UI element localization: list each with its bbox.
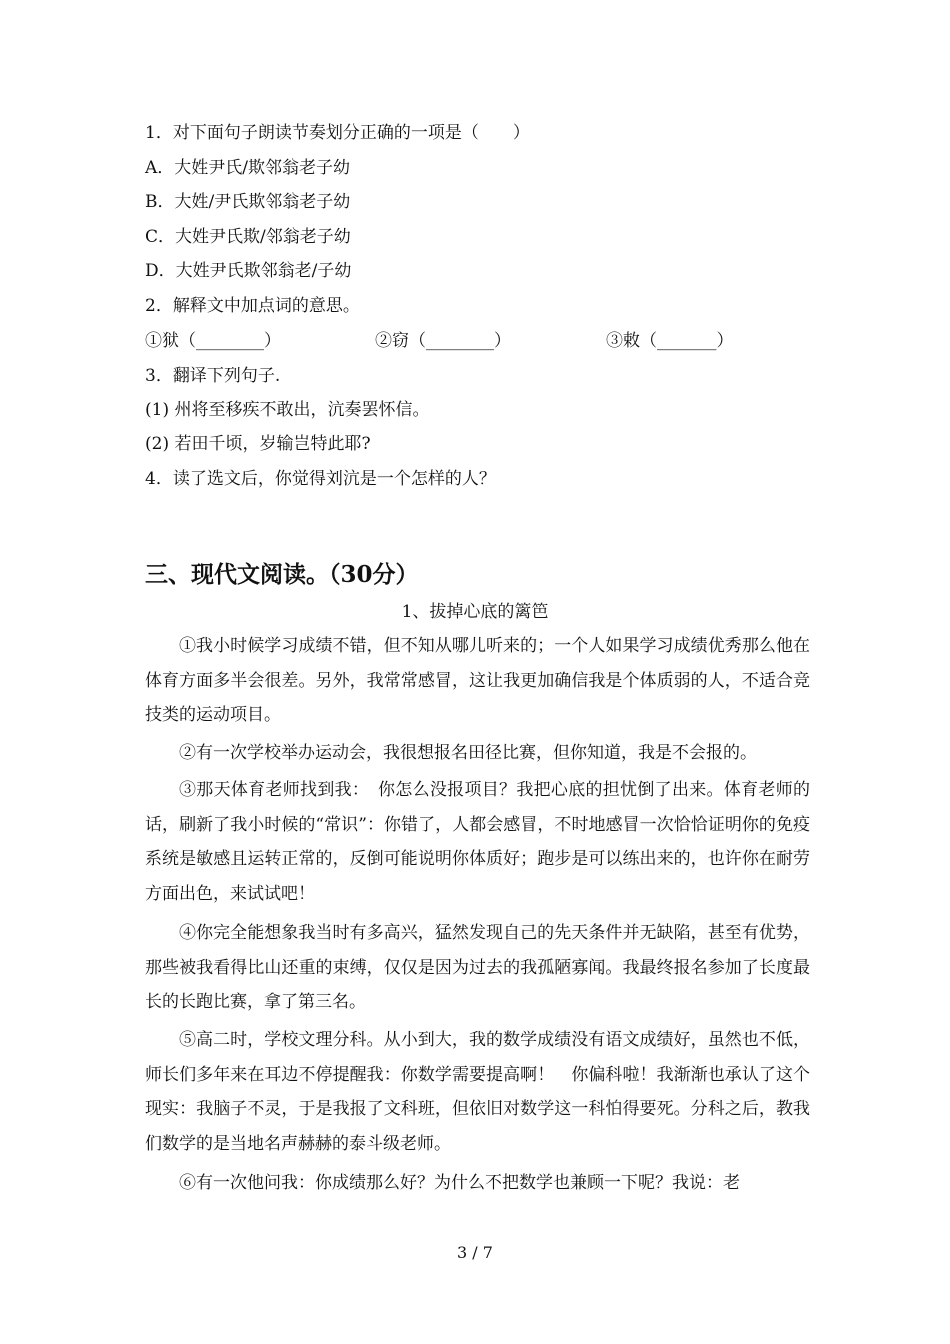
- paragraph-1: ①我小时候学习成绩不错，但不知从哪儿听来的；一个人如果学习成绩优秀那么他在体育方面多半会很差。另外，我常常感冒，这让我更加确信我是个体质弱的人，不适合竞技类的运动项目。: [145, 636, 810, 725]
- paragraph-6: ⑥有一次他问我：你成绩那么好？为什么不把数学也兼顾一下呢？我说：老: [179, 1173, 740, 1193]
- paragraph-2: ②有一次学校举办运动会，我很想报名田径比赛，但你知道，我是不会报的。: [179, 743, 757, 763]
- blank-item: ③敕（_______）: [606, 331, 734, 351]
- option-b: B．大姓/尹氏欺邻翁老子幼: [145, 192, 351, 212]
- option-d: D．大姓尹氏欺邻翁老/子幼: [145, 261, 352, 281]
- section-heading: 三、现代文阅读。（30分）: [145, 561, 419, 588]
- blank-item: ①狱（________）: [145, 331, 281, 351]
- question-2: 2．解释文中加点词的意思。: [145, 296, 360, 316]
- option-c: C．大姓尹氏欺/邻翁老子幼: [145, 227, 351, 247]
- option-a: A．大姓尹氏/欺邻翁老子幼: [145, 158, 351, 178]
- question-3: 3．翻译下列句子.: [145, 366, 281, 386]
- article-title: 1、拔掉心底的篱笆: [401, 602, 549, 622]
- question-4: 4．读了选文后，你觉得刘沆是一个怎样的人？: [145, 469, 496, 489]
- paragraph-5: ⑤高二时，学校文理分科。从小到大，我的数学成绩没有语文成绩好，虽然也不低，师长们多年来在耳边不停提醒我：你数学需要提高啊！ 你偏科啦！我渐渐也承认了这个现实：我脑子不灵，于是我报了文科班，但依旧对数学这一科怕得要死。分科之后，教我们数学的是当地名声赫赫的泰斗级老师。: [145, 1030, 810, 1154]
- paragraph-4: ④你完全能想象我当时有多高兴，猛然发现自己的先天条件并无缺陷，甚至有优势，那些被我看得比山还重的束缚，仅仅是因为过去的我孤陋寡闻。我最终报名参加了长度最长的长跑比赛，拿了第三名。: [145, 923, 810, 1012]
- blank-item: ②窃（________）: [375, 331, 511, 351]
- paragraph-3: ③那天体育老师找到我： 你怎么没报项目？我把心底的担忧倒了出来。体育老师的话，刷新了我小时候的“常识”：你错了，人都会感冒，不时地感冒一次恰恰证明你的免疫系统是敏感且运转正常的，反倒可能说明你体质好；跑步是可以练出来的，也许你在耐劳方面出色，来试试吧！: [145, 780, 810, 904]
- question-1: 1．对下面句子朗读节奏划分正确的一项是（ ）: [145, 123, 530, 143]
- sentence-1: (1) 州将至移疾不敢出，沆奏罢怀信。: [145, 400, 430, 420]
- sentence-2: (2) 若田千顷，岁输岂特此耶?: [145, 434, 371, 454]
- page-number: 3 / 7: [457, 1243, 493, 1262]
